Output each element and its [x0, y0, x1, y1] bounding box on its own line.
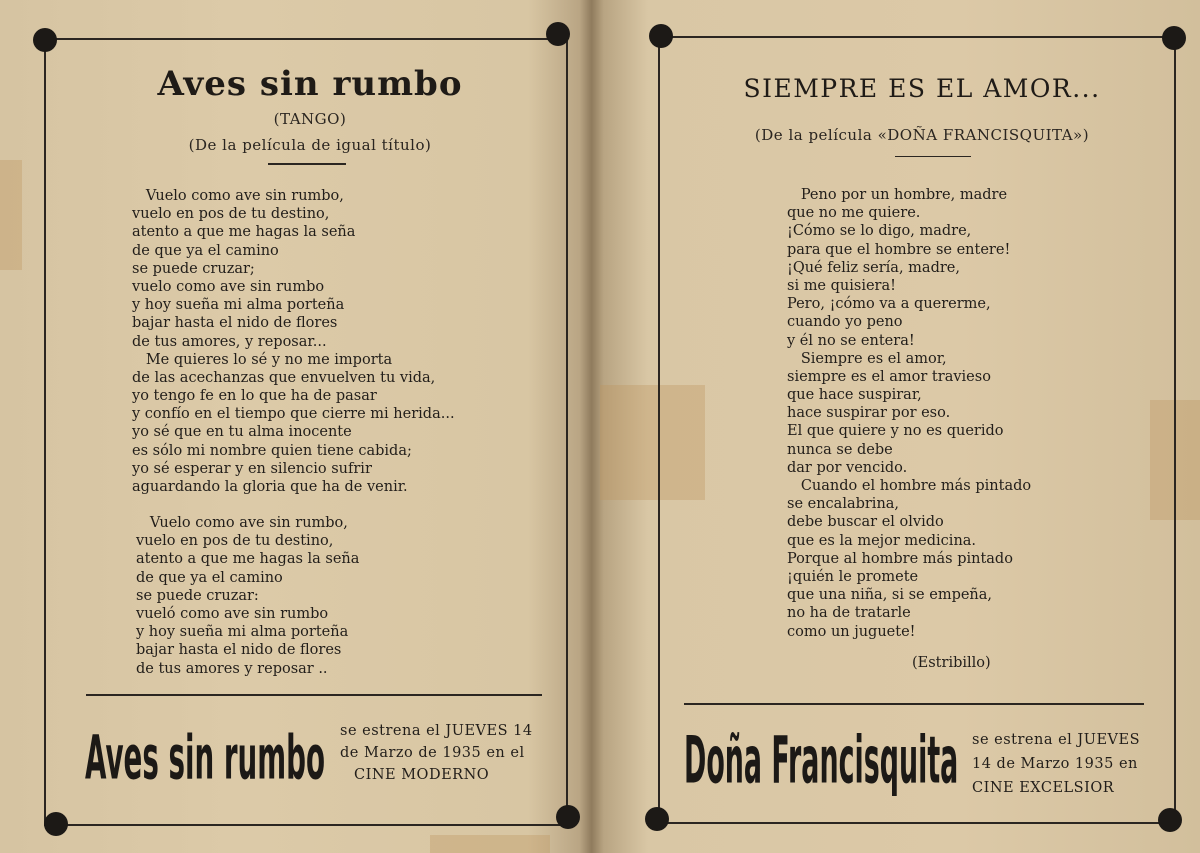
lyric-line: yo sé que en tu alma inocente — [132, 424, 352, 441]
lyric-line: aguardando la gloria que ha de venir. — [132, 479, 408, 495]
lyric-line: Peno por un hombre, madre — [787, 187, 1008, 203]
footer-rule — [684, 703, 1144, 705]
corner-ornament — [645, 807, 669, 831]
lyric-line: dar por vencido. — [787, 459, 908, 476]
cinema-name: CINE EXCELSIOR — [972, 780, 1115, 796]
lyric-line: Vuelo como ave sin rumbo, — [132, 188, 344, 204]
lyric-line: de tus amores, y reposar... — [132, 333, 327, 350]
lyric-line: que no me quiere. — [787, 205, 921, 222]
footer-rule — [86, 694, 542, 696]
lyric-line: Siempre es el amor, — [787, 350, 947, 367]
lyric-line: y él no se entera! — [787, 332, 915, 349]
lyric-line: de que ya el camino — [136, 569, 283, 586]
film-title-large: Doña Francisquita — [684, 722, 959, 798]
lyric-line: si me quisiera! — [787, 277, 896, 294]
lyric-line: hace suspirar por eso. — [787, 405, 951, 422]
right-page — [612, 0, 1200, 853]
refrain-label: (Estribillo) — [912, 655, 991, 671]
left-page — [0, 0, 588, 853]
lyrics-verse-1 — [132, 187, 455, 496]
lyric-line: para que el hombre se entere! — [787, 241, 1011, 258]
lyric-line: que hace suspirar, — [787, 387, 922, 404]
lyric-line: de tus amores y reposar .. — [136, 660, 328, 677]
lyric-line: Cuando el hombre más pintado — [787, 478, 1032, 494]
lyric-line: yo tengo fe en lo que ha de pasar — [132, 388, 377, 405]
corner-ornament — [556, 805, 580, 829]
song-source: (De la película «DOÑA FRANCISQUITA») — [754, 126, 1090, 144]
lyric-line: debe buscar el olvido — [787, 514, 944, 531]
lyrics-verse — [787, 186, 1031, 641]
song-genre: (TANGO) — [273, 110, 347, 128]
corner-ornament — [1162, 26, 1186, 50]
lyric-line: nunca se debe — [787, 441, 893, 458]
corner-ornament — [44, 812, 68, 836]
lyric-line: de que ya el camino — [132, 242, 279, 259]
lyric-line: vueló como ave sin rumbo — [136, 605, 329, 622]
lyric-line: es sólo mi nombre quien tiene cabida; — [132, 442, 412, 459]
corner-ornament — [546, 22, 570, 46]
notice-line: se estrena el JUEVES — [972, 732, 1141, 748]
lyric-line: vuelo como ave sin rumbo — [132, 278, 325, 295]
lyric-line: como un juguete! — [787, 623, 916, 640]
lyric-line: ¡quién le promete — [787, 568, 919, 585]
lyric-line: El que quiere y no es querido — [787, 423, 1004, 440]
lyric-line: Porque al hombre más pintado — [787, 550, 1013, 567]
film-title-large: Aves sin rumbo — [85, 722, 326, 794]
lyric-line: Me quieres lo sé y no me importa — [132, 351, 393, 368]
lyric-line: bajar hasta el nido de flores — [132, 315, 338, 332]
title-rule — [268, 163, 346, 165]
lyric-line: que es la mejor medicina. — [787, 532, 977, 549]
lyric-line: atento a que me hagas la seña — [132, 224, 356, 241]
lyric-line: se puede cruzar: — [136, 587, 259, 604]
lyric-line: cuando yo peno — [787, 314, 903, 331]
lyric-line: bajar hasta el nido de flores — [136, 642, 342, 659]
lyric-line: no ha de tratarle — [787, 605, 911, 622]
notice-line: 14 de Marzo 1935 en — [972, 756, 1138, 772]
corner-ornament — [33, 28, 57, 52]
lyric-line: se encalabrina, — [787, 496, 900, 513]
premiere-notice — [340, 720, 533, 786]
cinema-name: CINE MODERNO — [354, 767, 490, 783]
lyric-line: siempre es el amor travieso — [787, 368, 991, 385]
song-title: SIEMPRE ES EL AMOR... — [743, 74, 1101, 103]
lyric-line: yo sé esperar y en silencio sufrir — [132, 460, 372, 477]
lyric-line: de las acechanzas que envuelven tu vida, — [132, 369, 436, 386]
lyric-line: que una niña, si se empeña, — [787, 587, 993, 604]
corner-ornament — [1158, 808, 1182, 832]
lyric-line: se puede cruzar; — [132, 260, 255, 277]
lyric-line: atento a que me hagas la seña — [136, 551, 360, 568]
notice-line: de Marzo de 1935 en el — [340, 745, 525, 761]
song-title: Aves sin rumbo — [157, 64, 463, 104]
song-source: (De la película de igual título) — [188, 136, 432, 154]
premiere-notice — [972, 728, 1140, 800]
lyric-line: vuelo en pos de tu destino, — [136, 533, 334, 550]
lyric-line: Vuelo como ave sin rumbo, — [136, 515, 348, 531]
lyric-line: ¡Cómo se lo digo, madre, — [787, 223, 972, 240]
lyric-line: y confío en el tiempo que cierre mi herida... — [132, 406, 455, 423]
lyric-line: y hoy sueña mi alma porteña — [136, 624, 349, 641]
lyric-line: Pero, ¡cómo va a quererme, — [787, 296, 991, 313]
lyrics-verse-2 — [136, 514, 359, 678]
lyric-line: y hoy sueña mi alma porteña — [132, 297, 345, 314]
notice-line: se estrena el JUEVES 14 — [340, 723, 533, 739]
title-rule — [895, 156, 971, 157]
lyric-line: vuelo en pos de tu destino, — [132, 206, 330, 223]
lyric-line: ¡Qué feliz sería, madre, — [787, 259, 960, 276]
corner-ornament — [649, 24, 673, 48]
